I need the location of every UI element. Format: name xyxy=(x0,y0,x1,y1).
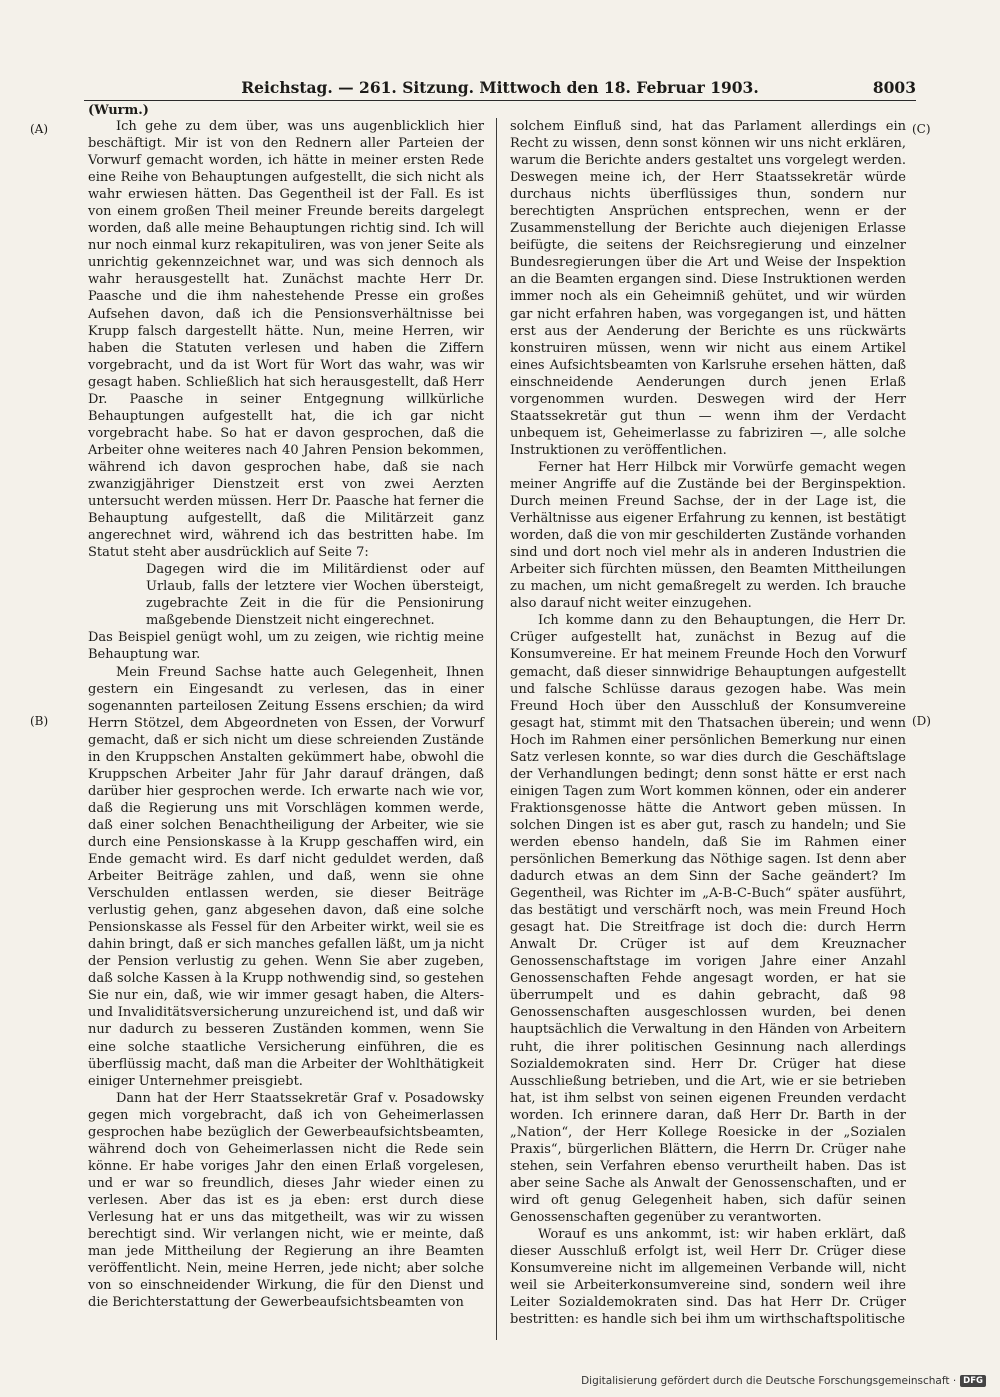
margin-marker-d: (D) xyxy=(912,714,931,728)
digitization-credit xyxy=(581,1375,986,1387)
column-divider xyxy=(496,118,497,1340)
paragraph: Worauf es uns ankommt, ist: wir haben erklärt, daß dieser Ausschluß erfolgt ist, weil Herr Dr. Crüger diese Konsumvereine nicht im allgemeinen Verbande will, nicht weil sie Arbeiterkonsumvereine sind, sondern weil ihre Leiter Sozialdemokraten sind. Das hat Herr Dr. Crüger bestritten: es handle sich bei ihm um wirthschaftspolitische xyxy=(510,1227,906,1328)
running-head: Reichstag. — 261. Sitzung. Mittwoch den 18. Februar 1903. xyxy=(241,78,759,97)
page-number: 8003 xyxy=(872,78,916,97)
credit-text: Digitalisierung gefördert durch die Deutsche Forschungsgemeinschaft · xyxy=(581,1375,957,1387)
paragraph: Das Beispiel genügt wohl, um zu zeigen, wie richtig meine Behauptung war. xyxy=(88,630,484,663)
page-header xyxy=(84,78,916,100)
paragraph: Dann hat der Herr Staatssekretär Graf v. Posadowsky gegen mich vorgebracht, daß ich von Geheimerlassen gesprochen habe bezüglich der Gewerbeaufsichtsbeamten, während doch von Geheimerlassen nicht die Rede sein könne. Er habe voriges Jahr den einen Erlaß vorgelesen, und er war so freundlich, dieses Jahr wieder einen zu verlesen. Aber das ist es ja eben: erst durch diese Verlesung hat er uns das mitgetheilt, was wir zu wissen berechtigt sind. Wir verlangen nicht, wie er meinte, daß man jede Mittheilung der Regierung an ihre Beamten veröffentlicht. Nein, meine Herren, jede nicht; aber solche von so einschneidender Wirkung, die für den Dienst und die Berichterstattung der Gewerbeaufsichtsbeamten von xyxy=(88,1090,484,1311)
paragraph: Ich gehe zu dem über, was uns augenblicklich hier beschäftigt. Mir ist von den Rednern aller Parteien der Vorwurf gemacht worden, ich hätte in meiner ersten Rede eine Reihe von Behauptungen aufgestellt, die sich nicht als wahr erwiesen hätten. Das Gegentheil ist der Fall. Es ist von einem großen Theil meiner Freunde bereits dargelegt worden, daß alle meine Behauptungen richtig sind. Ich will nur noch einmal kurz rekapituliren, was von jener Seite als unrichtig gekennzeichnet war, und was sich dennoch als wahr herausgestellt hat. Zunächst machte Herr Dr. Paasche und die ihm nahestehende Presse ein großes Aufsehen davon, daß ich die Pensionsverhältnisse bei Krupp falsch dargestellt hätte. Nun, meine Herren, wir haben die Statuten verlesen und haben die Ziffern vorgebracht, und da ist Wort für Wort das wahr, was wir gesagt haben. Schließlich hat sich herausgestellt, daß Herr Dr. Paasche in seiner Entgegnung willkürliche Behauptungen aufgestellt hat, die ich gar nicht vorgebracht habe. So hat er davon gesprochen, daß die Arbeiter ohne weiteres nach 40 Jahren Pension bekommen, während ich davon gesprochen habe, daß sie nach zwanzigjähriger Dienstzeit erst von zwei Aerzten untersucht werden müssen. Herr Dr. Paasche hat ferner die Behauptung aufgestellt, daß die Militärzeit ganz angerechnet wird, während ich das bestritten habe. Im Statut steht aber ausdrücklich auf Seite 7: xyxy=(88,119,484,561)
left-column xyxy=(88,118,484,1311)
right-column xyxy=(510,118,906,1328)
paragraph: solchem Einfluß sind, hat das Parlament allerdings ein Recht zu wissen, denn sonst können wir uns nicht erklären, warum die Berichte anders gestaltet uns vorgelegt werden. Deswegen meine ich, der Herr Staatssekretär würde durchaus nichts überflüssiges thun, sondern nur berechtigten Ansprüchen entsprechen, wenn er der Zusammenstellung der Berichte auch diejenigen Erlasse beifügte, die seitens der Reichsregierung und einzelner Bundesregierungen über die Art und Weise der Inspektion an die Beamten ergangen sind. Diese Instruktionen werden immer noch als ein Geheimniß gehütet, und wir würden gar nicht erfahren haben, was vorgegangen ist, und hätten erst aus der Aenderung der Berichte es uns rückwärts konstruiren müssen, wenn wir nicht aus einem Artikel eines Aufsichtsbeamten von Karlsruhe ersehen hätten, daß einschneidende Aenderungen durch jenen Erlaß vorgenommen wurden. Deswegen wird der Herr Staatssekretär gut thun — wenn ihm der Verdacht unbequem ist, Geheimerlasse zu fabriziren —, alle solche Instruktionen zu veröffentlichen. xyxy=(510,119,906,458)
header-rule xyxy=(84,100,916,101)
paragraph: Mein Freund Sachse hatte auch Gelegenheit, Ihnen gestern ein Eingesandt zu verlesen, das in einer sogenannten parteilosen Zeitung Essens erschien; da wird Herrn Stötzel, dem Abgeordneten von Essen, der Vorwurf gemacht, daß er sich nicht um diese schreienden Zustände in den Kruppschen Anstalten gekümmert habe, obwohl die Kruppschen Arbeiter Jahr für Jahr darauf drängen, daß darüber hier gesprochen werde. Ich erwarte nach wie vor, daß die Regierung uns mit Vorschlägen kommen werde, daß einer solchen Benachtheiligung der Arbeiter, wie sie durch eine Pensionskasse à la Krupp geschaffen wird, ein Ende gemacht wird. Es darf nicht geduldet werden, daß Arbeiter Beiträge zahlen, und daß, wenn sie ohne Verschulden entlassen werden, sie dieser Beiträge verlustig gehen, ganz abgesehen davon, daß eine solche Pensionskasse als Fessel für den Arbeiter wirkt, weil sie es dahin bringt, daß er sich manches gefallen läßt, um ja nicht der Pension verlustig zu gehen. Wenn Sie aber zugeben, daß solche Kassen à la Krupp nothwendig sind, so gestehen Sie nur ein, daß, wie wir immer gesagt haben, die Alters- und Invaliditätsversicherung unzureichend ist, und daß wir nur dadurch zu besseren Zuständen kommen, wenn Sie eine solche staatliche Versicherung einführen, die es überflüssig macht, daß man die Arbeiter der Wohlthätigkeit einiger Unternehmer preisgiebt. xyxy=(88,664,484,1089)
dfg-logo: DFG xyxy=(960,1375,986,1387)
margin-marker-c: (C) xyxy=(912,122,931,136)
speaker-name: (Wurm.) xyxy=(88,103,149,118)
statute-quote: Dagegen wird die im Militärdienst oder auf Urlaub, falls der letztere vier Wochen übersteigt, zugebrachte Zeit in die für die Pensionirung maßgebende Dienstzeit nicht eingerechnet. xyxy=(146,562,484,629)
margin-marker-a: (A) xyxy=(30,122,49,136)
margin-marker-b: (B) xyxy=(30,714,49,728)
paragraph: Ich komme dann zu den Behauptungen, die Herr Dr. Crüger aufgestellt hat, zunächst in Bezug auf die Konsumvereine. Er hat meinem Freunde Hoch den Vorwurf gemacht, daß dieser sinnwidrige Behauptungen aufgestellt und falsche Schlüsse daraus gezogen habe. Was mein Freund Hoch über den Ausschluß der Konsumvereine gesagt hat, stimmt mit den Thatsachen überein; und wenn Hoch im Rahmen einer persönlichen Bemerkung nur einen Satz verlesen konnte, so war dies durch die Geschäftslage der Verhandlungen bedingt; denn sonst hätte er erst nach einigen Tagen zum Wort kommen können, oder ein anderer Fraktionsgenosse hätte die Antwort geben müssen. In solchen Dingen ist es aber gut, rasch zu handeln; und Sie werden ebenso handeln, daß Sie im Rahmen einer persönlichen Bemerkung das Nöthige sagen. Ist denn aber dadurch etwas an dem Sinn der Sache geändert? Im Gegentheil, was Richter im „A-B-C-Buch“ später ausführt, das bestätigt und verschärft noch, was mein Freund Hoch gesagt hat. Die Streitfrage ist doch die: durch Herrn Anwalt Dr. Crüger ist auf dem Kreuznacher Genossenschaftstage im vorigen Jahre einer Anzahl Genossenschaften Fehde angesagt worden, er hat sie überrumpelt und es dahin gebracht, daß 98 Genossenschaften ausgeschlossen wurden, bei denen hauptsächlich die Verwaltung in den Händen von Arbeitern ruht, die ihrer politischen Gesinnung nach allerdings Sozialdemokraten sind. Herr Dr. Crüger hat diese Ausschließung betrieben, und die Art, wie er sie betrieben hat, ist ihm selbst von seinen eigenen Freunden verdacht worden. Ich erinnere daran, daß Herr Dr. Barth in der „Nation“, der Herr Kollege Roesicke in der „Sozialen Praxis“, bürgerlichen Blättern, die Herrn Dr. Crüger nahe stehen, sein Verfahren ebenso verurtheilt haben. Das ist aber seine Sache als Anwalt der Genossenschaften, und er wird oft genug Gelegenheit haben, sich dafür seinen Genossenschaften gegenüber zu verantworten. xyxy=(510,613,906,1225)
paragraph: Ferner hat Herr Hilbck mir Vorwürfe gemacht wegen meiner Angriffe auf die Zustände bei der Berginspektion. Durch meinen Freund Sachse, der in der Lage ist, die Verhältnisse aus eigener Erfahrung zu kennen, ist bestätigt worden, daß die von mir geschilderten Zustände vorhanden sind und dort noch viel mehr als in anderen Industrien die Arbeiter sich fürchten müssen, den Beamten Mittheilungen zu machen, um nicht gemaßregelt zu werden. Ich brauche also darauf nicht weiter einzugehen. xyxy=(510,459,906,612)
